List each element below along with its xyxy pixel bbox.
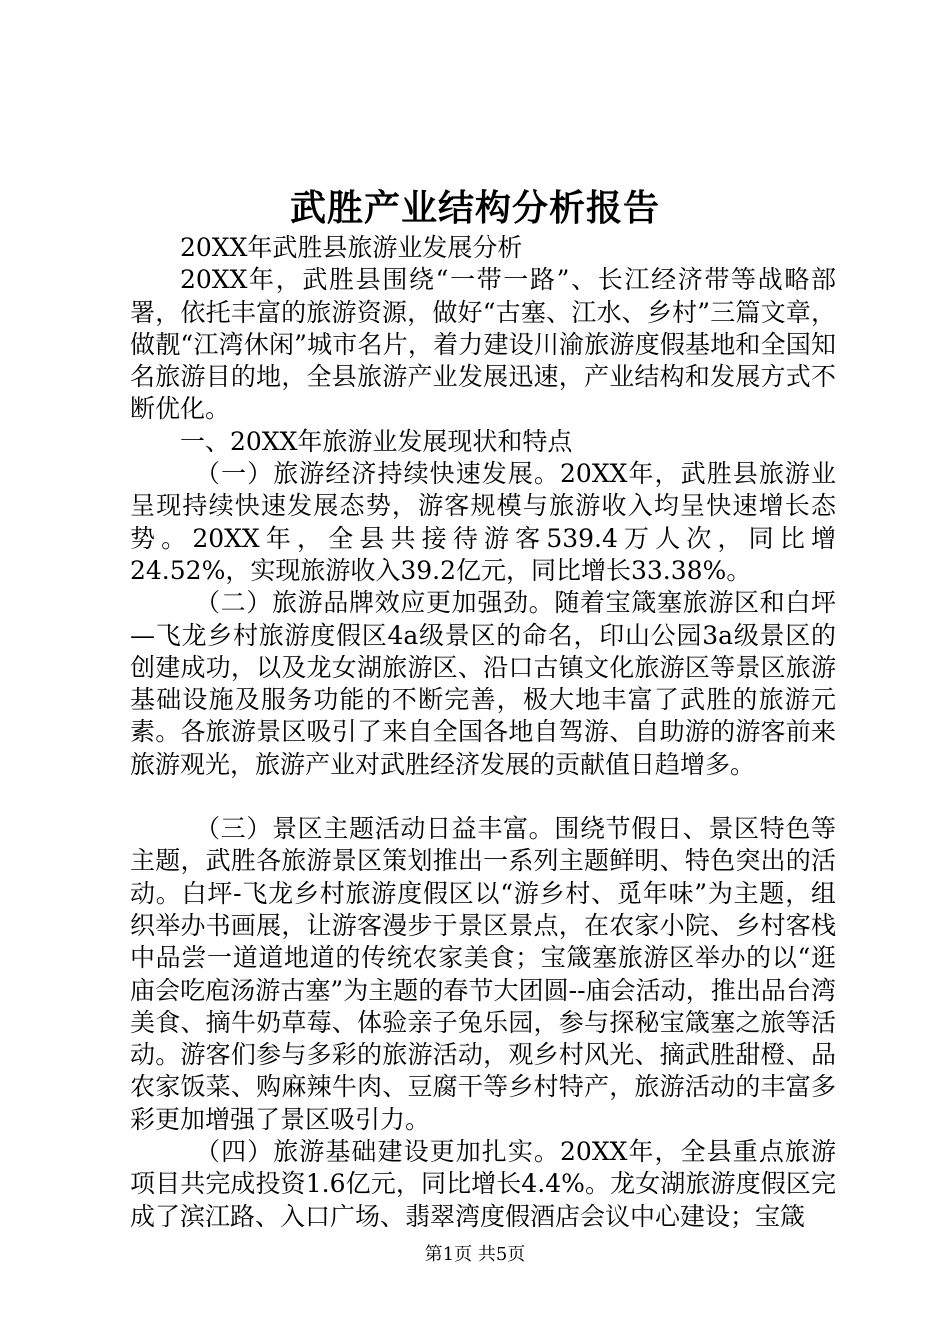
paragraph-1: （一）旅游经济持续快速发展。20XX年，武胜县旅游业呈现持续快速发展态势，游客规模与旅游收入均呈快速增长态势。20XX年，全县共接待游客539.4万人次，同比增24.52%，实现旅游收入39.2亿元，同比增长33.38%。 [130, 459, 836, 585]
subtitle-paragraph: 20XX年武胜县旅游业发展分析 [180, 233, 523, 262]
paragraph-3: （三）景区主题活动日益丰富。围绕节假日、景区特色等主题，武胜各旅游景区策划推出一系列主题鲜明、特色突出的活动。白坪-飞龙乡村旅游度假区以“游乡村、觅年味”为主题，组织举办书画展，让游客漫步于景区景点，在农家小院、乡村客栈中品尝一道道地道的传统农家美食；宝箴塞旅游区举办的以“逛庙会吃庖汤游古塞”为主题的春节大团圆--庙会活动，推出品台湾美食、摘牛奶草莓、体验亲子兔乐园，参与探秘宝箴塞之旅等活动。游客们参与多彩的旅游活动，观乡村风光、摘武胜甜橙、品农家饭菜、购麻辣牛肉、豆腐干等乡村特产，旅游活动的丰富多彩更加增强了景区吸引力。 [130, 814, 836, 1134]
intro-paragraph: 20XX年，武胜县围绕“一带一路”、长江经济带等战略部署，依托丰富的旅游资源，做好“古塞、江水、乡村”三篇文章，做靓“江湾休闲”城市名片，着力建设川渝旅游度假基地和全国知名旅游目的地，全县旅游产业发展迅速，产业结构和发展方式不断优化。 [130, 265, 836, 424]
document-body [130, 232, 836, 1233]
page-footer: 第1页 共5页 [424, 1244, 526, 1265]
document-title: 武胜产业结构分析报告 [289, 187, 660, 229]
section-heading: 一、20XX年旅游业发展现状和特点 [180, 426, 573, 456]
paragraph-2: （二）旅游品牌效应更加强劲。随着宝箴塞旅游区和白坪—飞龙乡村旅游度假区4a级景区的命名，印山公园3a级景区的创建成功，以及龙女湖旅游区、沿口古镇文化旅游区等景区旅游基础设施及服务功能的不断完善，极大地丰富了武胜的旅游元素。各旅游景区吸引了来自全国各地自驾游、自助游的游客前来旅游观光，旅游产业对武胜经济发展的贡献值日趋增多。 [130, 588, 836, 779]
paragraph-4: （四）旅游基础建设更加扎实。20XX年，全县重点旅游项目共完成投资1.6亿元，同比增长4.4%。龙女湖旅游度假区完成了滨江路、入口广场、翡翠湾度假酒店会议中心建设；宝箴 [130, 1137, 836, 1231]
paragraph-gap [130, 781, 836, 813]
